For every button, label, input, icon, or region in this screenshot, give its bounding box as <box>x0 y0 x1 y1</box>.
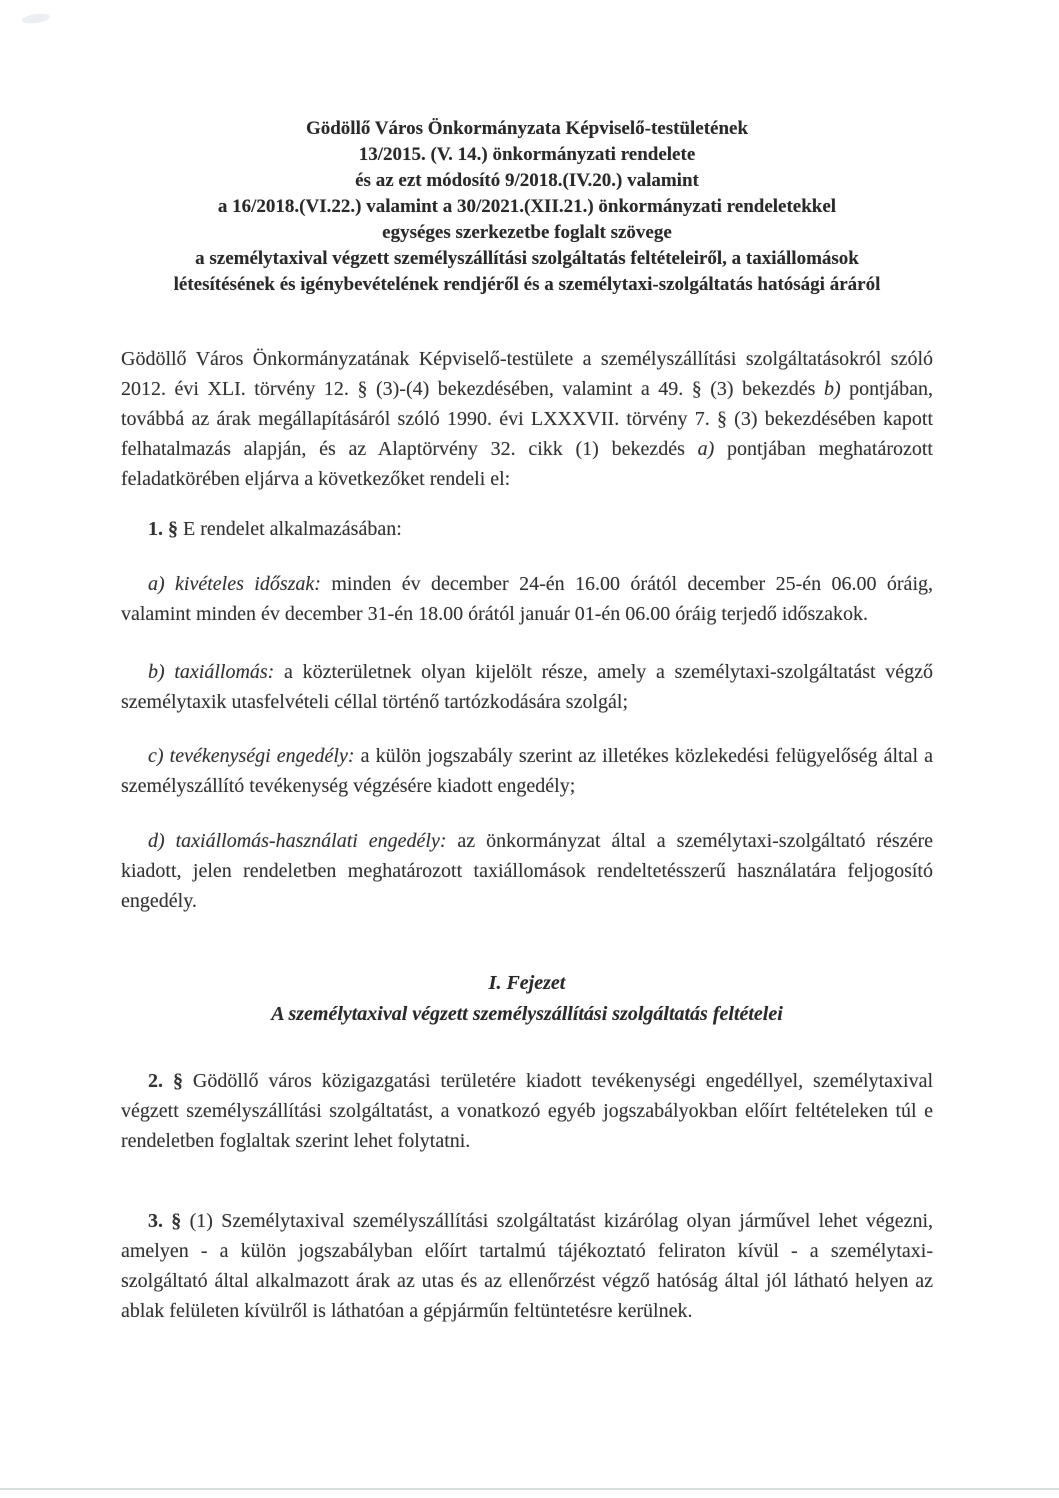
title-line: a személytaxival végzett személyszállítási szolgáltatás feltételeiről, a taxiállomások <box>195 248 859 269</box>
title-line: Gödöllő Város Önkormányzata Képviselő-testületének <box>305 118 749 139</box>
definition-d-text: az önkormányzat által a személytaxi-szolgáltató részére kiadott, jelen rendeletben meghatározott taxiállomások rendeltetésszerű használatára feljogosító engedély. <box>121 830 933 912</box>
page-bottom-scan-edge <box>0 1488 1059 1490</box>
definition-b-paragraph <box>121 657 933 717</box>
document-content <box>121 0 933 1326</box>
definition-c-text: a külön jogszabály szerint az illetékes közlekedési felügyelőség által a személyszállító tevékenység végzésére kiadott engedély; <box>121 745 934 797</box>
definition-c-paragraph <box>121 741 933 801</box>
definition-a-term: a) kivételes időszak: <box>148 573 321 595</box>
definition-b-term: b) taxiállomás: <box>148 661 275 683</box>
scan-artifact-smudge <box>22 12 51 25</box>
title-line: és az ezt módosító 9/2018.(IV.20.) valamint <box>355 170 699 191</box>
section-1-number: 1. § <box>148 518 178 540</box>
section-3-number: 3. § <box>148 1210 182 1232</box>
definition-a-paragraph <box>121 569 933 629</box>
title-line: 13/2015. (V. 14.) önkormányzati rendelete <box>358 144 696 165</box>
chapter-heading <box>121 968 933 1030</box>
preamble-point-a: a) <box>697 438 715 460</box>
preamble-paragraph <box>121 344 933 494</box>
section-1-heading <box>121 514 933 544</box>
section-2-number: 2. § <box>148 1070 183 1092</box>
title-line: létesítésének és igénybevételének rendjéről és a személytaxi-szolgáltatás hatósági áráról <box>173 274 881 295</box>
preamble-point-b: b) <box>823 378 841 400</box>
preamble-text: pontjában meghatározott feladatkörében eljárva a következőket rendeli el: <box>121 438 933 490</box>
title-line: egységes szerkezetbe foglalt szövege <box>382 222 672 243</box>
chapter-number: I. Fejezet <box>488 972 566 994</box>
section-3-text: (1) Személytaxival személyszállítási szolgáltatást kizárólag olyan járművel lehet végezni, amelyen - a külön jogszabályban előírt tartalmú tájékoztató feliraton kívül - a személytaxi-szolgáltató által alkalmazott árak az utas és az ellenőrzést végző hatóság által jól látható helyen az ablak felületen kívülről is láthatóan a gépjárműn feltüntetésre kerülnek. <box>121 1210 934 1322</box>
section-2-paragraph <box>121 1066 933 1156</box>
preamble-text: pontjában, továbbá az árak megállapításáról szóló 1990. évi LXXXVII. törvény 7. § (3) bekezdésében kapott felhatalmazás alapján, és az Alaptörvény 32. cikk (1) bekezdés <box>121 378 933 460</box>
document-title <box>121 116 933 298</box>
definition-c-term: c) tevékenységi engedély: <box>148 745 355 767</box>
section-1-text: E rendelet alkalmazásában: <box>178 518 402 540</box>
section-3-paragraph <box>121 1206 933 1326</box>
definition-a-text: minden év december 24-én 16.00 órától december 25-én 06.00 óráig, valamint minden év december 31-én 18.00 órától január 01-én 06.00 óráig terjedő időszakok. <box>121 573 933 625</box>
definition-d-term: d) taxiállomás-használati engedély: <box>148 830 447 852</box>
title-line: a 16/2018.(VI.22.) valamint a 30/2021.(XII.21.) önkormányzati rendeletekkel <box>217 196 837 217</box>
definition-b-text: a közterületnek olyan kijelölt része, amely a személytaxi-szolgáltatást végző személytaxik utasfelvételi céllal történő tartózkodására szolgál; <box>121 661 933 713</box>
preamble-text: Gödöllő Város Önkormányzatának Képviselő-testülete a személyszállítási szolgáltatásokról szóló 2012. évi XLI. törvény 12. § (3)-(4) bekezdésében, valamint a 49. § (3) bekezdés <box>121 348 933 400</box>
chapter-title: A személytaxival végzett személyszállítási szolgáltatás feltételei <box>271 1003 783 1025</box>
section-2-text: Gödöllő város közigazgatási területére kiadott tevékenységi engedéllyel, személytaxival végzett személyszállítási szolgáltatást, a vonatkozó egyéb jogszabályokban előírt feltételeken túl e rendeletben foglaltak szerint lehet folytatni. <box>121 1070 933 1152</box>
definition-d-paragraph <box>121 826 933 916</box>
